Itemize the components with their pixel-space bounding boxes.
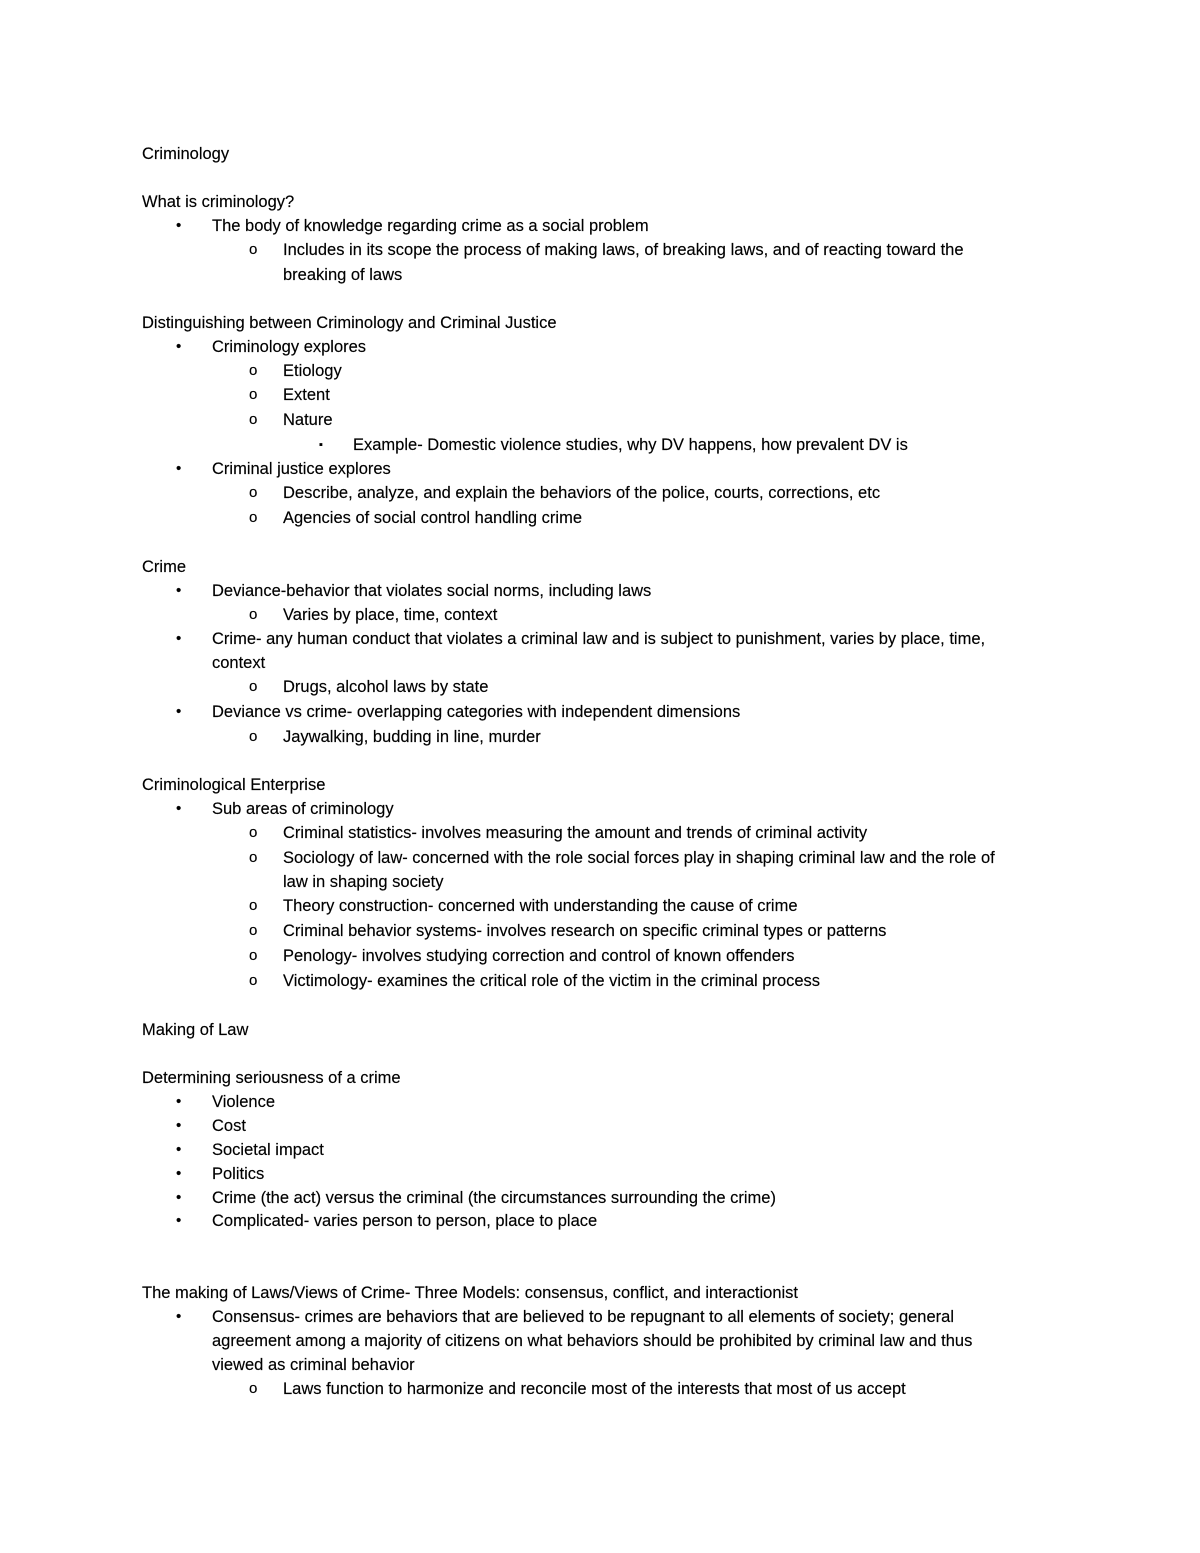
- list-item: Sociology of law- concerned with the role social forces play in shaping criminal law and the role of: [283, 849, 995, 867]
- bullet-glyph: •: [176, 460, 182, 477]
- list-item-continuation: law in shaping society: [283, 873, 444, 891]
- list-item-continuation: context: [212, 654, 266, 672]
- circle-bullet-glyph: o: [249, 897, 258, 914]
- list-item: The body of knowledge regarding crime as a social problem: [212, 217, 649, 235]
- bullet-glyph: •: [176, 338, 182, 355]
- list-item: Nature: [283, 411, 333, 429]
- list-item: Crime- any human conduct that violates a criminal law and is subject to punishment, varies by place, time,: [212, 630, 986, 648]
- circle-bullet-glyph: o: [249, 362, 258, 379]
- list-item: Crime (the act) versus the criminal (the circumstances surrounding the crime): [212, 1189, 776, 1207]
- list-item: Consensus- crimes are behaviors that are believed to be repugnant to all elements of society; general: [212, 1308, 955, 1326]
- list-item: Criminal statistics- involves measuring the amount and trends of criminal activity: [283, 824, 868, 842]
- list-item: Criminal behavior systems- involves research on specific criminal types or patterns: [283, 922, 887, 940]
- square-bullet-glyph: ▪: [319, 439, 323, 451]
- list-item: Extent: [283, 386, 330, 404]
- bullet-glyph: •: [176, 800, 182, 817]
- list-item-continuation: breaking of laws: [283, 266, 403, 284]
- bullet-glyph: •: [176, 1141, 182, 1158]
- circle-bullet-glyph: o: [249, 947, 258, 964]
- circle-bullet-glyph: o: [249, 1380, 258, 1397]
- list-item: Politics: [212, 1165, 265, 1183]
- bullet-glyph: •: [176, 703, 182, 720]
- list-item: Varies by place, time, context: [283, 606, 498, 624]
- bullet-glyph: •: [176, 582, 182, 599]
- circle-bullet-glyph: o: [249, 411, 258, 428]
- section-heading-three-models: The making of Laws/Views of Crime- Three Models: consensus, conflict, and interactionist: [142, 1284, 799, 1302]
- list-item: Deviance-behavior that violates social norms, including laws: [212, 582, 652, 600]
- list-item: Societal impact: [212, 1141, 324, 1159]
- circle-bullet-glyph: o: [249, 509, 258, 526]
- bullet-glyph: •: [176, 1189, 182, 1206]
- document-title: Criminology: [142, 145, 230, 163]
- list-item-continuation: viewed as criminal behavior: [212, 1356, 415, 1374]
- circle-bullet-glyph: o: [249, 484, 258, 501]
- section-heading-making-of-law: Making of Law: [142, 1021, 249, 1039]
- list-item: Cost: [212, 1117, 246, 1135]
- bullet-glyph: •: [176, 1093, 182, 1110]
- list-item: Criminology explores: [212, 338, 367, 356]
- list-item: Laws function to harmonize and reconcile most of the interests that most of us accept: [283, 1380, 906, 1398]
- list-item: Etiology: [283, 362, 342, 380]
- list-item: Criminal justice explores: [212, 460, 391, 478]
- circle-bullet-glyph: o: [249, 678, 258, 695]
- list-item: Penology- involves studying correction and control of known offenders: [283, 947, 795, 965]
- section-heading-seriousness: Determining seriousness of a crime: [142, 1069, 401, 1087]
- circle-bullet-glyph: o: [249, 606, 258, 623]
- section-heading-crime: Crime: [142, 558, 186, 576]
- list-item: Includes in its scope the process of making laws, of breaking laws, and of reacting toward the: [283, 241, 964, 259]
- circle-bullet-glyph: o: [249, 972, 258, 989]
- bullet-glyph: •: [176, 630, 182, 647]
- circle-bullet-glyph: o: [249, 922, 258, 939]
- list-item: Jaywalking, budding in line, murder: [283, 728, 541, 746]
- circle-bullet-glyph: o: [249, 728, 258, 745]
- bullet-glyph: •: [176, 217, 182, 234]
- list-item: Sub areas of criminology: [212, 800, 394, 818]
- circle-bullet-glyph: o: [249, 849, 258, 866]
- section-heading-distinguishing: Distinguishing between Criminology and Criminal Justice: [142, 314, 557, 332]
- section-heading-enterprise: Criminological Enterprise: [142, 776, 326, 794]
- list-item: Example- Domestic violence studies, why DV happens, how prevalent DV is: [353, 436, 908, 454]
- circle-bullet-glyph: o: [249, 824, 258, 841]
- list-item: Agencies of social control handling crime: [283, 509, 582, 527]
- section-heading-what: What is criminology?: [142, 193, 295, 211]
- list-item: Theory construction- concerned with understanding the cause of crime: [283, 897, 798, 915]
- bullet-glyph: •: [176, 1117, 182, 1134]
- list-item: Violence: [212, 1093, 275, 1111]
- list-item: Describe, analyze, and explain the behaviors of the police, courts, corrections, etc: [283, 484, 881, 502]
- list-item: Drugs, alcohol laws by state: [283, 678, 489, 696]
- circle-bullet-glyph: o: [249, 386, 258, 403]
- bullet-glyph: •: [176, 1212, 182, 1229]
- bullet-glyph: •: [176, 1308, 182, 1325]
- list-item: Complicated- varies person to person, place to place: [212, 1212, 598, 1230]
- list-item: Victimology- examines the critical role of the victim in the criminal process: [283, 972, 821, 990]
- circle-bullet-glyph: o: [249, 241, 258, 258]
- bullet-glyph: •: [176, 1165, 182, 1182]
- list-item: Deviance vs crime- overlapping categories with independent dimensions: [212, 703, 741, 721]
- list-item-continuation: agreement among a majority of citizens on what behaviors should be prohibited by criminal law and thus: [212, 1332, 973, 1350]
